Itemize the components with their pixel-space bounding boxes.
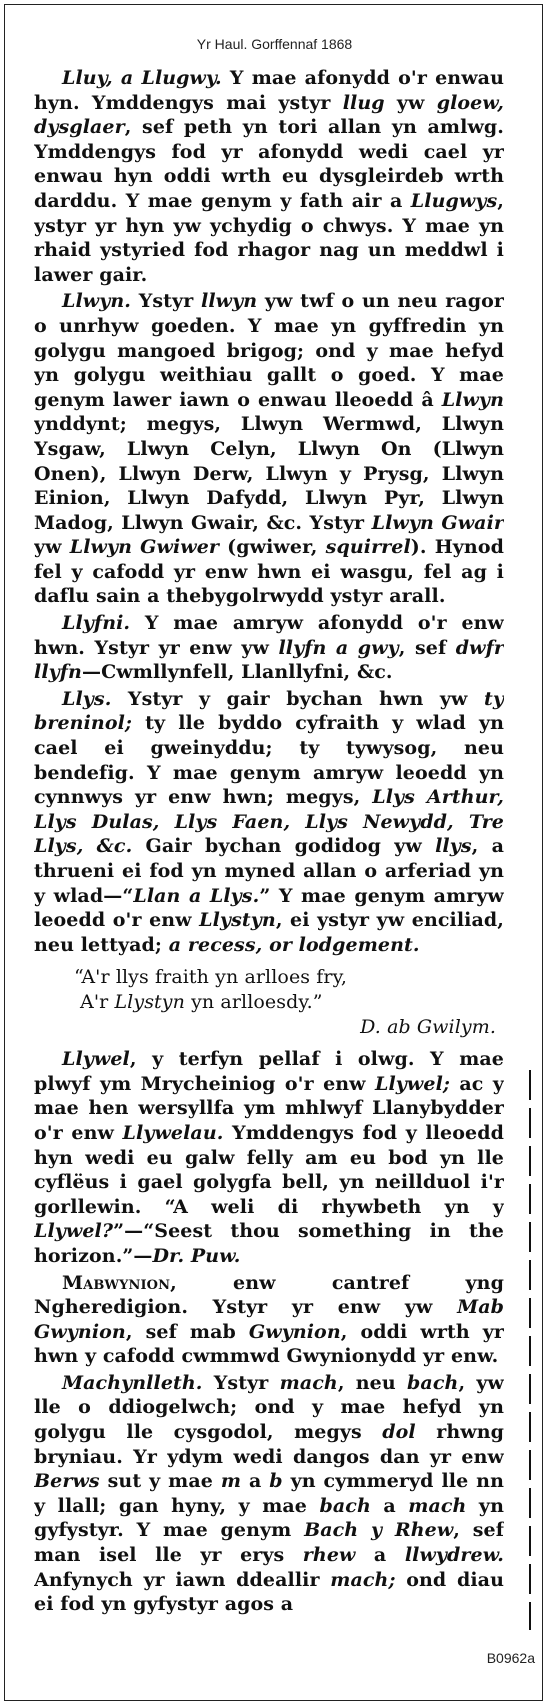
paragraph-mabwynion: Mabwynion, enw cantref yng Ngheredigion. Ystyr yr enw yw Mab Gwynion, sef mab Gwynion, oddi wrth yr hwn y cafodd cwmmwd Gwynionydd yr enw. <box>34 1271 504 1368</box>
quote-attribution: D. ab Gwilym. <box>360 1015 496 1038</box>
paragraph-machynlleth: Machynlleth. Ystyr mach, neu bach, yw lle o ddiogelwch; ond y mae hefyd yn golygu lle cysgodol, megys dol rhwng bryniau. Yr ydym wedi dangos dan yr enw Berws sut y mae m a b yn cymmeryd lle nn y llall; gan hyny, y mae bach a mach yn gyfystyr. Y mae genym Bach y Rhew, sef man isel lle yr erys rhew a llwydrew. Anfynych yr iawn ddeallir mach; ond diau ei fod yn gyfystyr agos a <box>34 1371 504 1616</box>
article-clip <box>34 66 504 1638</box>
paragraph-llywel: Llywel, y terfyn pellaf i olwg. Y mae plwyf ym Mrycheiniog o'r enw Llywel; ac y mae hen wersyllfa ym mhlwyf Llanybydder o'r enw Llywelau. Ymddengys fod y lleoedd hyn wedi eu galw felly am eu bod yn lle cyflëus i gael golygfa bell, yn neillduol i'r gorllewin. “A weli di rhywbeth yn y Llywel?”—“Seest thou something in the horizon.”—Dr. Puw. <box>34 1048 504 1267</box>
paragraph-llwyn: Llwyn. Ystyr llwyn yw twf o un neu ragor o unrhyw goeden. Y mae yn gyffredin yn golygu mangoed brigog; ond y mae hefyd yn golygu weithiau gallt o goed. Y mae genym lawer iawn o enwau lleoedd â Llwyn ynddynt; megys, Llwyn Wermwd, Llwyn Ysgaw, Llwyn Celyn, Llwyn On (Llwyn Onen), Llwyn Derw, Llwyn y Prysg, Llwyn Einion, Llwyn Dafydd, Llwyn Pyr, Llwyn Madog, Llwyn Gwair, &c. Ystyr Llwyn Gwair yw Llwyn Gwiwer (gwiwer, squirrel). Hynod fel y cafodd yr enw hwn ei wasgu, fel ag i daflu sain a thebygolrwydd ystyr arall. <box>34 290 504 608</box>
quote-line-1: “A'r llys fraith yn arlloes fry, <box>74 966 348 989</box>
verse-quote <box>34 965 504 1039</box>
scan-edge-mark <box>529 1070 531 1630</box>
paragraph-lluy: Lluy, a Llugwy. Y mae afonydd o'r enwau hyn. Ymddengys mai ystyr llug yw gloew, dysglaer, sef peth yn tori allan yn amlwg. Ymddengys fod yr afonydd wedi cael yr enwau hyn oddi wrth eu dysgleirdeb wrth darddu. Y mae genym y fath air a Llugwys, ystyr yr hyn yw ychydig o chwys. Y mae yn rhaid ystyried fod rhagor nag un meddwl i lawer gair. <box>34 67 504 286</box>
article-body <box>34 66 504 1617</box>
quote-line-2: A'r Llystyn yn arlloesdy.” <box>80 990 323 1013</box>
page-header: Yr Haul. Gorffennaf 1868 <box>196 36 353 52</box>
paragraph-llyfni: Llyfni. Y mae amryw afonydd o'r enw hwn. Ystyr yr enw yw llyfn a gwy, sef dwfr llyfn—Cwmllynfell, Llanllyfni, &c. <box>34 612 504 684</box>
paragraph-llys: Llys. Ystyr y gair bychan hwn yw ty breninol; ty lle byddo cyfraith y wlad yn cael ei gweinyddu; ty tywysog, neu bendefig. Y mae genym amryw leoedd yn cynnwys yr enw hwn; megys, Llys Arthur, Llys Dulas, Llys Faen, Llys Newydd, Tre Llys, &c. Gair bychan godidog yw llys, a thrueni ei fod yn myned allan o arferiad yn y wlad—“Llan a Llys.” Y mae genym amryw leoedd o'r enw Llystyn, ei ystyr yw enciliad, neu lettyad; a recess, or lodgement. <box>34 687 504 956</box>
archive-code: B0962a <box>486 1650 535 1666</box>
